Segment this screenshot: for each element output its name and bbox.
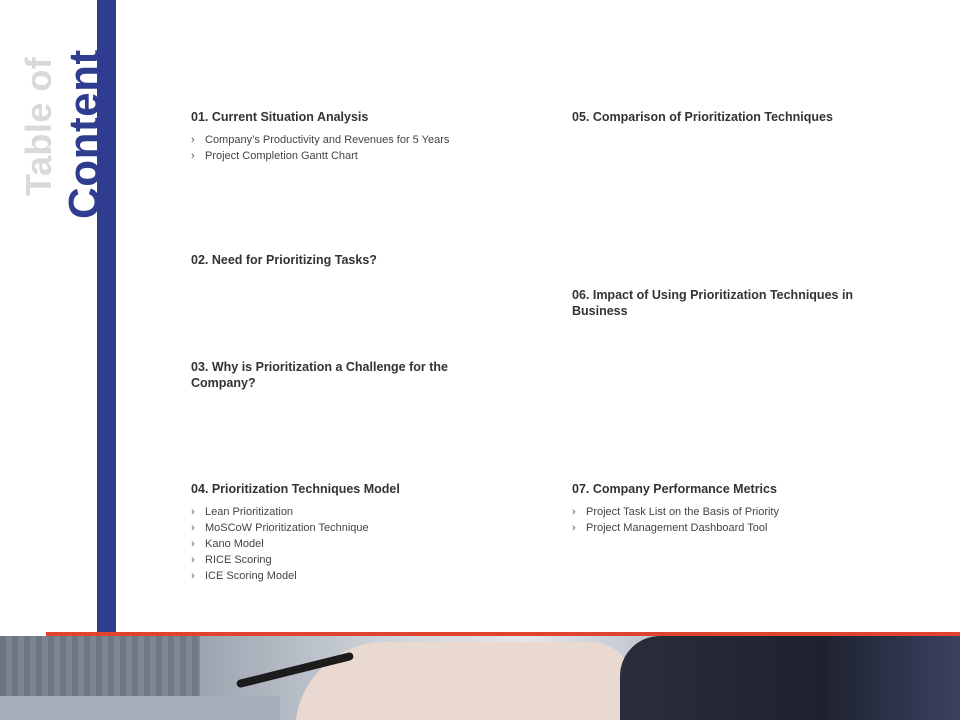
toc-subitem[interactable]: › Project Task List on the Basis of Priority (572, 506, 779, 518)
toc-section-heading[interactable]: 03. Why is Prioritization a Challenge for the Company? (191, 360, 448, 390)
toc-section-heading[interactable]: 02. Need for Prioritizing Tasks? (191, 253, 377, 267)
footer-photo (0, 636, 960, 720)
toc-subitem-list (191, 504, 521, 584)
page-title (0, 0, 110, 230)
toc-subitem[interactable]: › Project Completion Gantt Chart (191, 150, 358, 162)
chevron-right-icon: › (572, 522, 576, 534)
toc-section-heading[interactable]: 05. Comparison of Prioritization Techniques (572, 110, 833, 124)
toc-section-06 (572, 287, 882, 319)
chevron-right-icon: › (191, 150, 195, 162)
toc-subitem-list (191, 132, 521, 164)
toc-subitem[interactable]: › MoSCoW Prioritization Technique (191, 522, 369, 534)
chevron-right-icon: › (191, 506, 195, 518)
toc-subitem-list (572, 504, 902, 536)
toc-subitem[interactable]: › Kano Model (191, 538, 264, 550)
title-line-1: Table of (18, 56, 59, 196)
chevron-right-icon: › (191, 554, 195, 566)
toc-subitem[interactable]: › ICE Scoring Model (191, 570, 297, 582)
toc-section-05 (572, 109, 902, 125)
toc-section-07 (572, 481, 902, 536)
toc-section-03 (191, 359, 461, 391)
toc-subitem[interactable]: › Project Management Dashboard Tool (572, 522, 768, 534)
toc-section-02 (191, 252, 521, 268)
toc-section-heading[interactable]: 07. Company Performance Metrics (572, 482, 777, 496)
chevron-right-icon: › (191, 522, 195, 534)
toc-section-04 (191, 481, 521, 584)
title-line-2: Content (60, 49, 109, 219)
toc-subitem[interactable]: › Lean Prioritization (191, 506, 294, 518)
sleeve-image (620, 636, 960, 720)
toc-section-01 (191, 109, 521, 164)
chevron-right-icon: › (191, 570, 195, 582)
chevron-right-icon: › (191, 538, 195, 550)
toc-section-heading[interactable]: 04. Prioritization Techniques Model (191, 482, 400, 496)
toc-section-heading[interactable]: 06. Impact of Using Prioritization Techniques in Business (572, 288, 854, 318)
laptop-keyboard-image (0, 696, 280, 720)
toc-subitem[interactable]: › Company’s Productivity and Revenues for 5 Years (191, 134, 450, 146)
chevron-right-icon: › (572, 506, 576, 518)
chevron-right-icon: › (191, 134, 195, 146)
toc-subitem[interactable]: › RICE Scoring (191, 554, 272, 566)
toc-section-heading[interactable]: 01. Current Situation Analysis (191, 110, 369, 124)
